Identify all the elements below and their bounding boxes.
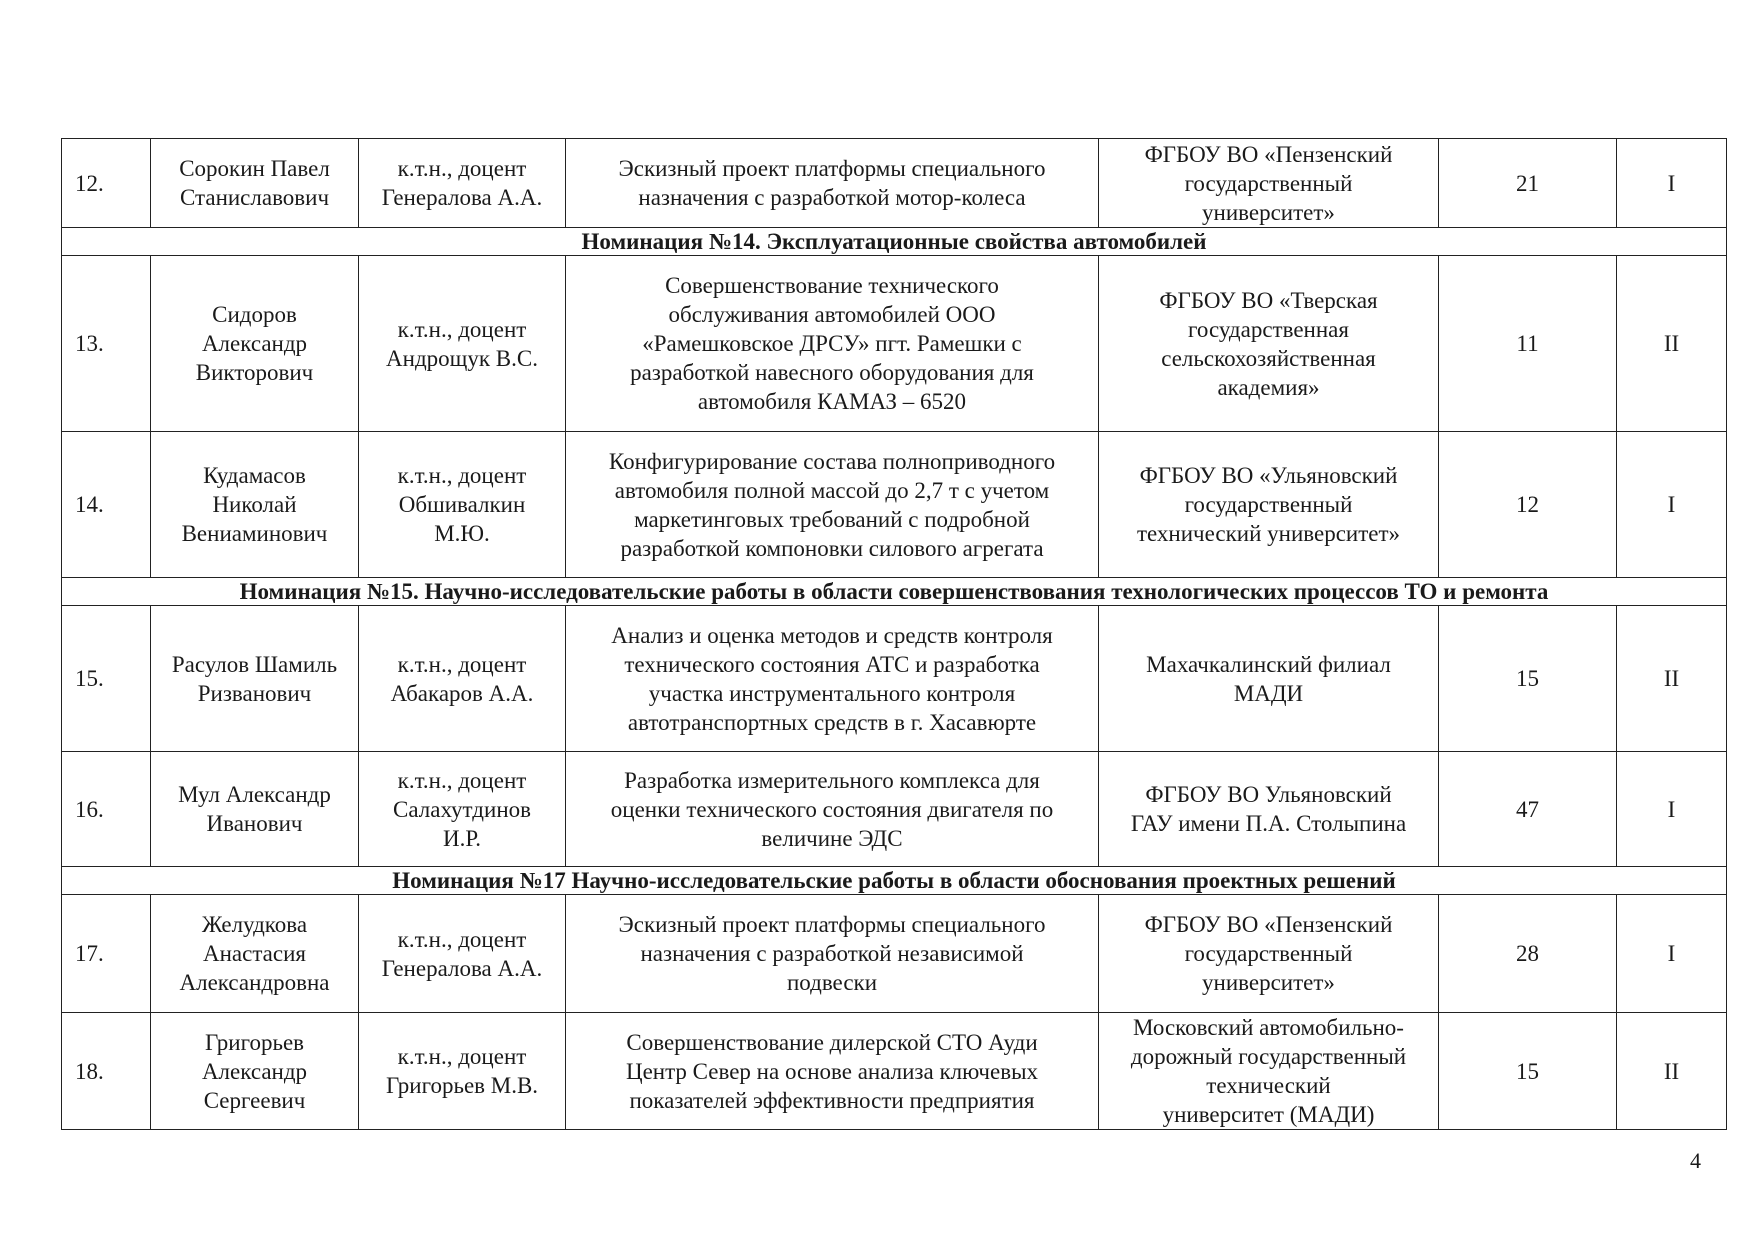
student-name-line: Николай (212, 492, 297, 517)
nomination-row (62, 867, 1727, 895)
row-number: 12. (62, 139, 151, 228)
work-title (566, 432, 1099, 578)
organization-line: ФГБОУ ВО «Пензенский (1144, 912, 1393, 937)
work-title-line: участка инструментального контроля (648, 680, 1016, 706)
page-number: 4 (1690, 1148, 1701, 1173)
student-name-line: Желудкова (201, 912, 308, 937)
student-name (151, 256, 359, 432)
supervisor (359, 606, 566, 752)
supervisor-line: к.т.н., доцент (397, 767, 527, 793)
organization-line: Махачкалинский филиал (1146, 651, 1391, 677)
organization (1099, 752, 1439, 867)
row-number: 17. (62, 895, 151, 1013)
work-title (566, 606, 1099, 752)
organization (1099, 1013, 1439, 1130)
work-title (566, 139, 1099, 228)
organization (1099, 895, 1439, 1013)
organization (1099, 139, 1439, 228)
organization-line: государственный (1184, 941, 1353, 966)
work-title-line: автомобиля полной массой до 2,7 т с учетом (614, 477, 1050, 503)
organization-line: технический (1206, 1073, 1331, 1098)
supervisor-line: Обшивалкин (398, 492, 526, 517)
work-title-line: маркетинговых требований с подробной (634, 506, 1030, 532)
organization-line: ФГБОУ ВО «Тверская (1159, 287, 1378, 313)
supervisor-line: И.Р. (442, 825, 482, 851)
place: I (1617, 432, 1727, 578)
table-row (62, 432, 1727, 578)
nomination-title: Номинация №17 Научно-исследовательские работы в области обоснования проектных решений (62, 867, 1727, 895)
organization-line: ФГБОУ ВО Ульяновский (1145, 782, 1392, 807)
supervisor (359, 895, 566, 1013)
work-title-line: подвески (786, 970, 878, 995)
organization-line: сельскохозяйственная (1161, 345, 1376, 371)
supervisor-line: к.т.н., доцент (397, 1044, 527, 1069)
student-name-line: Анастасия (203, 941, 306, 966)
place: II (1617, 1013, 1727, 1130)
supervisor-line: Генералова А.А. (381, 185, 543, 210)
results-table (61, 138, 1727, 1130)
supervisor-line: Андрощук В.С. (386, 345, 538, 371)
supervisor-line: Григорьев М.В. (385, 1073, 539, 1098)
row-number: 14. (62, 432, 151, 578)
supervisor (359, 256, 566, 432)
work-title-line: обслуживания автомобилей ООО (668, 302, 996, 327)
organization-line: академия» (1217, 374, 1320, 400)
work-title-line: «Рамешковское ДРСУ» пгт. Рамешки с (642, 331, 1022, 356)
supervisor (359, 1013, 566, 1130)
place: I (1617, 139, 1727, 228)
nomination-row (62, 228, 1727, 256)
student-name-line: Мул Александр (178, 782, 331, 807)
student-name-line: Иванович (206, 811, 303, 836)
work-title-line: Эскизный проект платформы специального (618, 156, 1046, 181)
supervisor-line: к.т.н., доцент (397, 926, 527, 952)
organization-line: МАДИ (1233, 680, 1304, 706)
organization (1099, 432, 1439, 578)
organization (1099, 256, 1439, 432)
work-title (566, 1013, 1099, 1130)
student-name (151, 895, 359, 1013)
organization-line: технический университет» (1136, 521, 1401, 546)
work-title-line: Эскизный проект платформы специального (618, 912, 1046, 937)
student-name-line: Станиславович (179, 185, 330, 210)
score: 11 (1439, 256, 1617, 432)
score: 15 (1439, 1013, 1617, 1130)
table-row (62, 1013, 1727, 1130)
score: 47 (1439, 752, 1617, 867)
student-name-line: Григорьев (204, 1029, 305, 1055)
organization (1099, 606, 1439, 752)
organization-line: университет» (1202, 199, 1335, 225)
organization-line: государственный (1184, 170, 1353, 196)
organization-line: государственная (1188, 316, 1349, 342)
work-title-line: величине ЭДС (761, 825, 903, 851)
organization-line: ФГБОУ ВО «Ульяновский (1139, 463, 1398, 488)
student-name-line: Сидоров (212, 302, 297, 327)
supervisor (359, 432, 566, 578)
student-name-line: Сергеевич (203, 1087, 306, 1113)
student-name-line: Кудамасов (203, 463, 306, 488)
work-title-line: Совершенствование технического (665, 273, 999, 298)
score: 12 (1439, 432, 1617, 578)
organization-line: ГАУ имени П.А. Столыпина (1130, 811, 1407, 836)
student-name-line: Александр (201, 331, 308, 356)
nomination-title: Номинация №14. Эксплуатационные свойства автомобилей (62, 228, 1727, 256)
work-title (566, 895, 1099, 1013)
score: 21 (1439, 139, 1617, 228)
work-title-line: автомобиля КАМАЗ – 6520 (697, 389, 967, 414)
organization-line: ФГБОУ ВО «Пензенский (1144, 141, 1393, 167)
work-title-line: Совершенствование дилерской СТО Ауди (626, 1029, 1038, 1055)
work-title-line: Конфигурирование состава полноприводного (608, 448, 1056, 474)
place: II (1617, 606, 1727, 752)
score: 28 (1439, 895, 1617, 1013)
organization-line: университет (МАДИ) (1162, 1102, 1375, 1127)
place: I (1617, 752, 1727, 867)
table-row (62, 256, 1727, 432)
student-name (151, 432, 359, 578)
work-title-line: технического состояния АТС и разработка (624, 651, 1040, 677)
row-number: 18. (62, 1013, 151, 1130)
student-name-line: Александровна (179, 970, 330, 995)
student-name-line: Расулов Шамиль (171, 651, 338, 677)
table-row (62, 139, 1727, 228)
supervisor-line: к.т.н., доцент (397, 651, 527, 677)
student-name (151, 1013, 359, 1130)
nomination-title: Номинация №15. Научно-исследовательские работы в области совершенствования технологических процессов ТО и ремонта (62, 578, 1727, 606)
student-name (151, 139, 359, 228)
work-title-line: разработкой навесного оборудования для (630, 360, 1034, 385)
student-name-line: Ризванович (197, 680, 312, 706)
work-title-line: автотранспортных средств в г. Хасавюрте (627, 709, 1037, 735)
results-table-body (62, 139, 1727, 1130)
supervisor (359, 139, 566, 228)
supervisor-line: Салахутдинов (393, 796, 531, 822)
student-name (151, 752, 359, 867)
work-title (566, 256, 1099, 432)
table-row (62, 752, 1727, 867)
organization-line: Московский автомобильно- (1133, 1015, 1404, 1040)
organization-line: дорожный государственный (1130, 1044, 1407, 1069)
row-number: 13. (62, 256, 151, 432)
supervisor-line: Генералова А.А. (381, 955, 543, 981)
place: I (1617, 895, 1727, 1013)
table-row (62, 895, 1727, 1013)
work-title-line: показателей эффективности предприятия (629, 1087, 1035, 1113)
student-name-line: Вениаминович (181, 521, 328, 546)
student-name-line: Викторович (195, 360, 314, 385)
work-title-line: назначения с разработкой независимой (640, 941, 1024, 966)
work-title-line: назначения с разработкой мотор-колеса (638, 185, 1026, 210)
work-title-line: Анализ и оценка методов и средств контроля (611, 622, 1053, 648)
work-title-line: Разработка измерительного комплекса для (624, 767, 1040, 793)
student-name-line: Александр (201, 1058, 308, 1084)
supervisor-line: к.т.н., доцент (397, 156, 527, 181)
place: II (1617, 256, 1727, 432)
work-title-line: Центр Север на основе анализа ключевых (625, 1058, 1039, 1084)
work-title (566, 752, 1099, 867)
work-title-line: оценки технического состояния двигателя по (610, 796, 1054, 822)
table-row (62, 606, 1727, 752)
supervisor-line: к.т.н., доцент (397, 316, 527, 342)
work-title-line: разработкой компоновки силового агрегата (620, 535, 1044, 561)
row-number: 15. (62, 606, 151, 752)
row-number: 16. (62, 752, 151, 867)
organization-line: государственный (1184, 492, 1353, 517)
nomination-row (62, 578, 1727, 606)
student-name-line: Сорокин Павел (179, 156, 330, 181)
student-name (151, 606, 359, 752)
supervisor-line: Абакаров А.А. (390, 680, 534, 706)
supervisor-line: к.т.н., доцент (397, 463, 527, 488)
supervisor-line: М.Ю. (434, 521, 490, 546)
supervisor (359, 752, 566, 867)
organization-line: университет» (1202, 970, 1335, 995)
score: 15 (1439, 606, 1617, 752)
